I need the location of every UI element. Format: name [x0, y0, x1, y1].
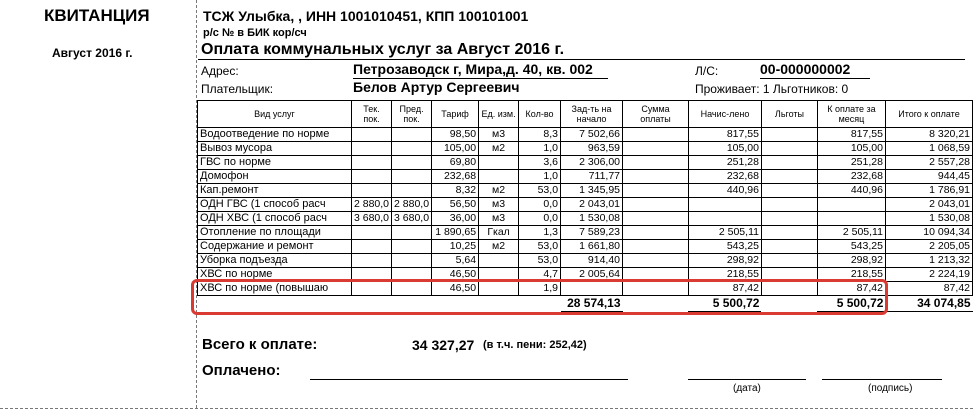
table-cell: 1 530,08	[561, 212, 623, 226]
column-header: Кол-во	[519, 101, 561, 128]
date-line	[688, 379, 806, 380]
table-cell	[623, 240, 689, 254]
table-cell: 251,28	[817, 156, 885, 170]
organization-name: ТСЖ Улыбка, , ИНН 1001010451, КПП 100101001	[203, 8, 529, 24]
table-cell	[392, 184, 432, 198]
table-cell: 251,28	[688, 156, 761, 170]
table-cell: 1 345,95	[561, 184, 623, 198]
table-cell: 2 205,05	[885, 240, 972, 254]
table-cell	[623, 170, 689, 184]
divider	[198, 59, 965, 60]
table-cell: 2 880,0	[392, 198, 432, 212]
table-row	[198, 128, 973, 142]
table-cell: 2 306,00	[561, 156, 623, 170]
service-name: ОДН ХВС (1 способ расч	[198, 212, 352, 226]
table-cell	[479, 170, 519, 184]
total-accrued: 5 500,72	[688, 296, 761, 312]
table-cell: 963,59	[561, 142, 623, 156]
total-label: Всего к оплате:	[202, 336, 318, 353]
bank-details: р/с № в БИК кор/сч	[203, 27, 307, 39]
table-cell	[351, 184, 391, 198]
receipt-title: КВИТАНЦИЯ	[44, 6, 150, 25]
table-cell	[761, 254, 817, 268]
table-cell: 1 786,91	[885, 184, 972, 198]
table-cell	[761, 128, 817, 142]
table-cell: 46,50	[432, 268, 479, 282]
table-row	[198, 156, 973, 170]
table-cell: 3 680,0	[351, 212, 391, 226]
table-cell: 2 043,01	[885, 198, 972, 212]
total-value: 34 327,27	[412, 337, 475, 353]
table-cell	[351, 128, 391, 142]
signature-line	[822, 379, 942, 380]
table-cell	[761, 184, 817, 198]
table-cell: м2	[479, 142, 519, 156]
table-cell: 53,0	[519, 240, 561, 254]
service-name: Уборка подъезда	[198, 254, 352, 268]
table-row	[198, 240, 973, 254]
account-underline	[760, 78, 870, 79]
table-cell: м3	[479, 198, 519, 212]
table-cell: 1,3	[519, 226, 561, 240]
table-cell: 218,55	[817, 268, 885, 282]
table-cell	[351, 254, 391, 268]
table-cell: 817,55	[688, 128, 761, 142]
table-cell	[351, 156, 391, 170]
service-name: Домофон	[198, 170, 352, 184]
table-cell	[623, 128, 689, 142]
table-cell: 1 530,08	[885, 212, 972, 226]
table-cell: м3	[479, 128, 519, 142]
table-cell: 7 589,23	[561, 226, 623, 240]
payer-value: Белов Артур Сергеевич	[353, 79, 520, 95]
table-cell: 2 557,28	[885, 156, 972, 170]
table-cell	[392, 156, 432, 170]
table-cell: 817,55	[817, 128, 885, 142]
column-header: Тек. пок.	[351, 101, 391, 128]
table-cell: 105,00	[817, 142, 885, 156]
table-cell	[392, 128, 432, 142]
table-cell: 7 502,66	[561, 128, 623, 142]
table-cell: м2	[479, 184, 519, 198]
total-debt: 28 574,13	[561, 296, 623, 312]
table-cell: 440,96	[688, 184, 761, 198]
total-payable: 34 074,85	[885, 296, 972, 312]
table-cell: м2	[479, 240, 519, 254]
table-header-row	[198, 101, 973, 128]
table-cell	[392, 226, 432, 240]
table-cell	[817, 198, 885, 212]
table-cell: 105,00	[432, 142, 479, 156]
table-cell	[392, 170, 432, 184]
table-cell	[351, 170, 391, 184]
table-cell	[761, 142, 817, 156]
total-monthly: 5 500,72	[817, 296, 885, 312]
table-cell: 1,0	[519, 170, 561, 184]
table-cell: 2 043,01	[561, 198, 623, 212]
account-label: Л/С:	[695, 64, 719, 78]
table-cell	[479, 156, 519, 170]
table-row	[198, 142, 973, 156]
signature-caption: (подпись)	[868, 383, 913, 394]
account-value: 00-000000002	[760, 61, 851, 77]
table-cell	[392, 142, 432, 156]
column-header: Пред. пок.	[392, 101, 432, 128]
table-cell	[623, 198, 689, 212]
table-cell: 5,64	[432, 254, 479, 268]
table-cell	[392, 254, 432, 268]
table-cell	[479, 254, 519, 268]
table-cell	[351, 226, 391, 240]
table-cell: Гкал	[479, 226, 519, 240]
table-cell: 1 890,65	[432, 226, 479, 240]
paid-label: Оплачено:	[202, 362, 281, 379]
table-cell	[761, 170, 817, 184]
service-name: ОДН ГВС (1 способ расч	[198, 198, 352, 212]
table-cell	[761, 212, 817, 226]
table-cell: 8,3	[519, 128, 561, 142]
table-cell: 0,0	[519, 198, 561, 212]
table-cell: 298,92	[688, 254, 761, 268]
table-cell	[623, 184, 689, 198]
table-cell: 1,9	[519, 282, 561, 296]
table-cell	[623, 212, 689, 226]
column-header: Льготы	[761, 101, 817, 128]
table-cell: 711,77	[561, 170, 623, 184]
table-cell: 8,32	[432, 184, 479, 198]
service-name: ХВС по норме (повышаю	[198, 282, 352, 296]
column-header: Ед. изм.	[479, 101, 519, 128]
table-cell	[817, 212, 885, 226]
table-cell: 53,0	[519, 254, 561, 268]
table-cell: 105,00	[688, 142, 761, 156]
table-cell: м3	[479, 212, 519, 226]
table-cell: 56,50	[432, 198, 479, 212]
service-name: Вывоз мусора	[198, 142, 352, 156]
table-row	[198, 198, 973, 212]
table-cell	[688, 198, 761, 212]
table-row	[198, 170, 973, 184]
table-cell: 232,68	[817, 170, 885, 184]
table-cell	[761, 226, 817, 240]
table-row	[198, 212, 973, 226]
table-cell: 1 068,59	[885, 142, 972, 156]
table-cell: 944,45	[885, 170, 972, 184]
table-cell: 3 680,0	[392, 212, 432, 226]
table-cell	[351, 240, 391, 254]
highlight-box	[191, 279, 888, 315]
table-cell: 1 661,80	[561, 240, 623, 254]
table-cell: 0,0	[519, 212, 561, 226]
table-cell	[351, 142, 391, 156]
column-header: Вид услуг	[198, 101, 352, 128]
table-cell: 46,50	[432, 282, 479, 296]
table-cell: 232,68	[432, 170, 479, 184]
page-title: Оплата коммунальных услуг за Август 2016 г.	[201, 41, 565, 58]
table-cell: 543,25	[688, 240, 761, 254]
table-cell: 2 224,19	[885, 268, 972, 282]
column-header: Сумма оплаты	[623, 101, 689, 128]
service-name: Водоотведение по норме	[198, 128, 352, 142]
table-cell: 543,25	[817, 240, 885, 254]
table-cell	[392, 240, 432, 254]
table-cell	[623, 156, 689, 170]
table-cell	[623, 226, 689, 240]
table-cell: 298,92	[817, 254, 885, 268]
service-name: Кап.ремонт	[198, 184, 352, 198]
table-cell	[688, 212, 761, 226]
payer-label: Плательщик:	[201, 82, 274, 96]
receipt-period: Август 2016 г.	[52, 46, 133, 60]
table-cell	[761, 156, 817, 170]
table-cell: 2 505,11	[688, 226, 761, 240]
table-cell	[761, 198, 817, 212]
table-cell: 440,96	[817, 184, 885, 198]
table-cell: 2 880,0	[351, 198, 391, 212]
date-caption: (дата)	[733, 383, 761, 394]
table-cell: 2 505,11	[817, 226, 885, 240]
table-row	[198, 184, 973, 198]
residents-info: Проживает: 1 Льготников: 0	[695, 82, 849, 96]
table-cell: 2 005,64	[561, 268, 623, 282]
table-cell: 98,50	[432, 128, 479, 142]
column-header: Начис-лено	[688, 101, 761, 128]
table-row	[198, 226, 973, 240]
table-cell	[623, 142, 689, 156]
service-name: ХВС по норме	[198, 268, 352, 282]
table-cell: 914,40	[561, 254, 623, 268]
address-value: Петрозаводск г, Мира,д. 40, кв. 002	[353, 61, 593, 77]
table-cell: 4,7	[519, 268, 561, 282]
table-cell: 36,00	[432, 212, 479, 226]
table-cell: 1 213,32	[885, 254, 972, 268]
column-header: К оплате за месяц	[817, 101, 885, 128]
service-name: Отопление по площади	[198, 226, 352, 240]
service-name: Содержание и ремонт	[198, 240, 352, 254]
paid-amount-line	[310, 379, 628, 380]
table-cell: 53,0	[519, 184, 561, 198]
table-cell: 69,80	[432, 156, 479, 170]
table-cell	[761, 240, 817, 254]
table-cell: 10 094,34	[885, 226, 972, 240]
column-header: Тариф	[432, 101, 479, 128]
table-cell: 87,42	[688, 282, 761, 296]
cut-line-horizontal	[0, 408, 973, 409]
table-cell: 218,55	[688, 268, 761, 282]
table-cell: 87,42	[817, 282, 885, 296]
table-row	[198, 254, 973, 268]
table-cell: 87,42	[885, 282, 972, 296]
service-name: ГВС по норме	[198, 156, 352, 170]
table-cell: 1,0	[519, 142, 561, 156]
address-label: Адрес:	[201, 64, 239, 78]
column-header: Зад-ть на начало	[561, 101, 623, 128]
column-header: Итого к оплате	[885, 101, 972, 128]
table-cell: 232,68	[688, 170, 761, 184]
table-cell: 3,6	[519, 156, 561, 170]
table-cell: 10,25	[432, 240, 479, 254]
penalty-note: (в т.ч. пени: 252,42)	[483, 339, 587, 351]
table-cell: 8 320,21	[885, 128, 972, 142]
table-cell	[623, 254, 689, 268]
